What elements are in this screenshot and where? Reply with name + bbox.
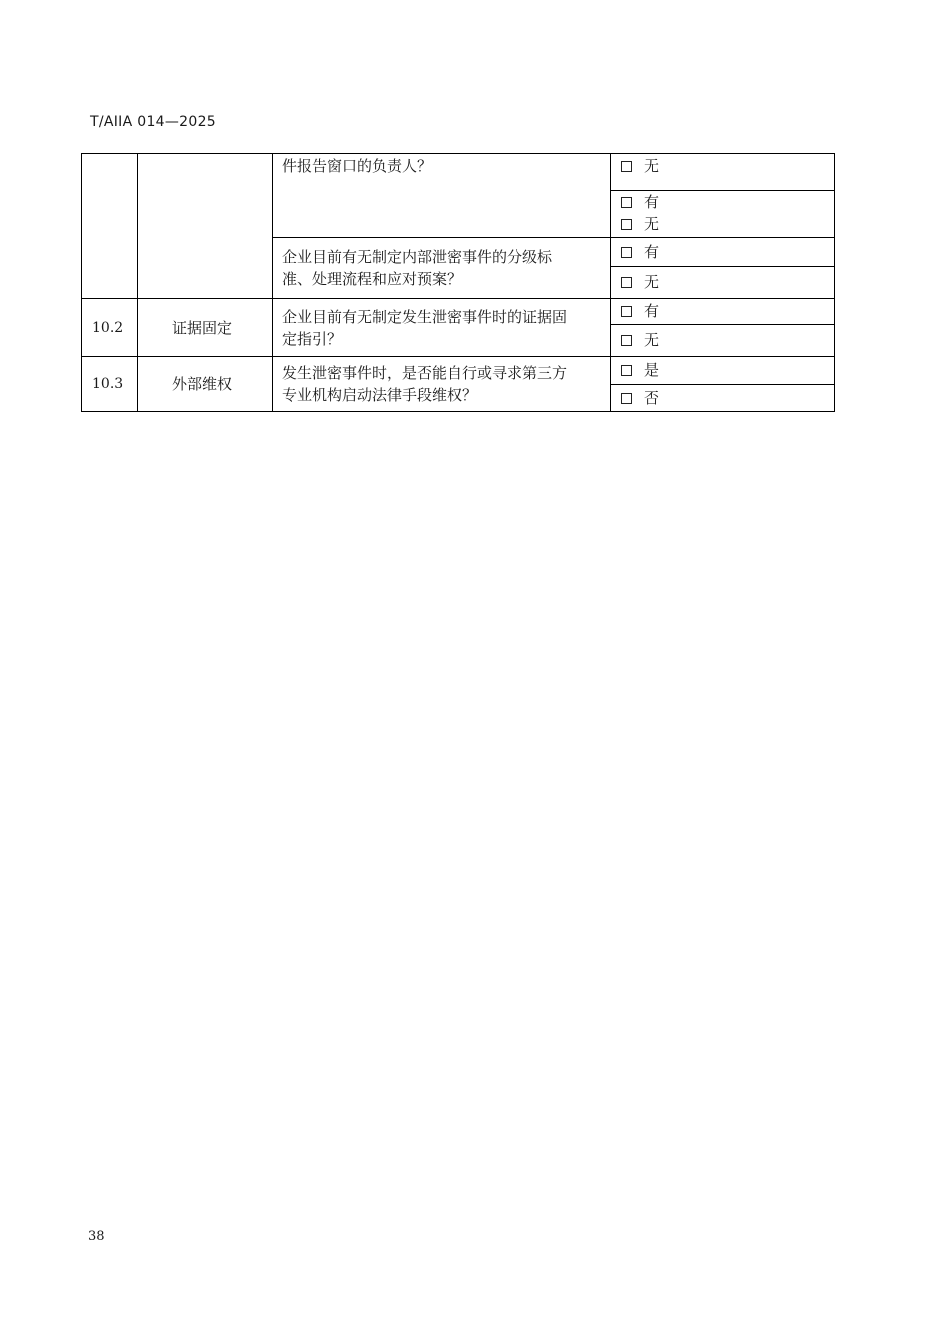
checkbox-option[interactable] [621, 359, 659, 381]
question-text [282, 155, 432, 177]
table-line [610, 324, 835, 325]
question-line: 准、处理流程和应对预案？ [282, 270, 463, 288]
option-label: 无 [644, 215, 660, 233]
table-line [610, 153, 611, 412]
checkbox-option[interactable] [621, 329, 659, 351]
question-text [282, 362, 567, 406]
question-line: 件报告窗口的负责人？ [282, 157, 433, 175]
checkbox-option[interactable] [621, 271, 659, 293]
table-border-right [834, 153, 835, 412]
checkbox-option[interactable] [621, 155, 659, 177]
option-label: 有 [644, 302, 660, 320]
option-label: 无 [644, 157, 660, 175]
checkbox-icon[interactable] [621, 306, 632, 317]
option-label: 无 [644, 331, 660, 349]
item-category: 外部维权 [172, 375, 233, 393]
option-label: 否 [644, 389, 660, 407]
checkbox-icon[interactable] [621, 247, 632, 258]
item-number: 10.2 [92, 320, 124, 336]
question-line: 定指引？ [282, 330, 343, 348]
table-border-left [81, 153, 82, 412]
checkbox-option[interactable] [621, 241, 659, 263]
option-label: 是 [644, 361, 660, 379]
checkbox-icon[interactable] [621, 197, 632, 208]
table-border-top [81, 153, 835, 154]
document-code: T/AIIA 014—2025 [90, 114, 216, 130]
checkbox-icon[interactable] [621, 365, 632, 376]
table-border-bottom [81, 411, 835, 412]
question-line: 发生泄密事件时，是否能自行或寻求第三方 [282, 364, 568, 382]
option-label: 有 [644, 243, 660, 261]
page-number: 38 [88, 1229, 105, 1244]
checkbox-icon[interactable] [621, 161, 632, 172]
checkbox-option[interactable] [621, 213, 659, 235]
option-label: 有 [644, 193, 660, 211]
question-text [282, 246, 552, 290]
checkbox-icon[interactable] [621, 219, 632, 230]
question-line: 企业目前有无制定发生泄密事件时的证据固 [282, 308, 568, 326]
question-line: 企业目前有无制定内部泄密事件的分级标 [282, 248, 553, 266]
checkbox-option[interactable] [621, 387, 659, 409]
table-line [272, 153, 273, 412]
table-line [610, 384, 835, 385]
item-category: 证据固定 [172, 319, 233, 337]
question-text [282, 306, 567, 350]
table-line [81, 356, 835, 357]
checkbox-icon[interactable] [621, 277, 632, 288]
option-label: 无 [644, 273, 660, 291]
checkbox-icon[interactable] [621, 335, 632, 346]
checkbox-option[interactable] [621, 300, 659, 322]
table-line [272, 237, 835, 238]
item-number: 10.3 [92, 376, 124, 392]
table-line [610, 266, 835, 267]
checkbox-icon[interactable] [621, 393, 632, 404]
question-line: 专业机构启动法律手段维权？ [282, 386, 478, 404]
table-line [81, 298, 835, 299]
checklist-table [81, 153, 835, 412]
table-line [137, 153, 138, 412]
checkbox-option[interactable] [621, 191, 659, 213]
